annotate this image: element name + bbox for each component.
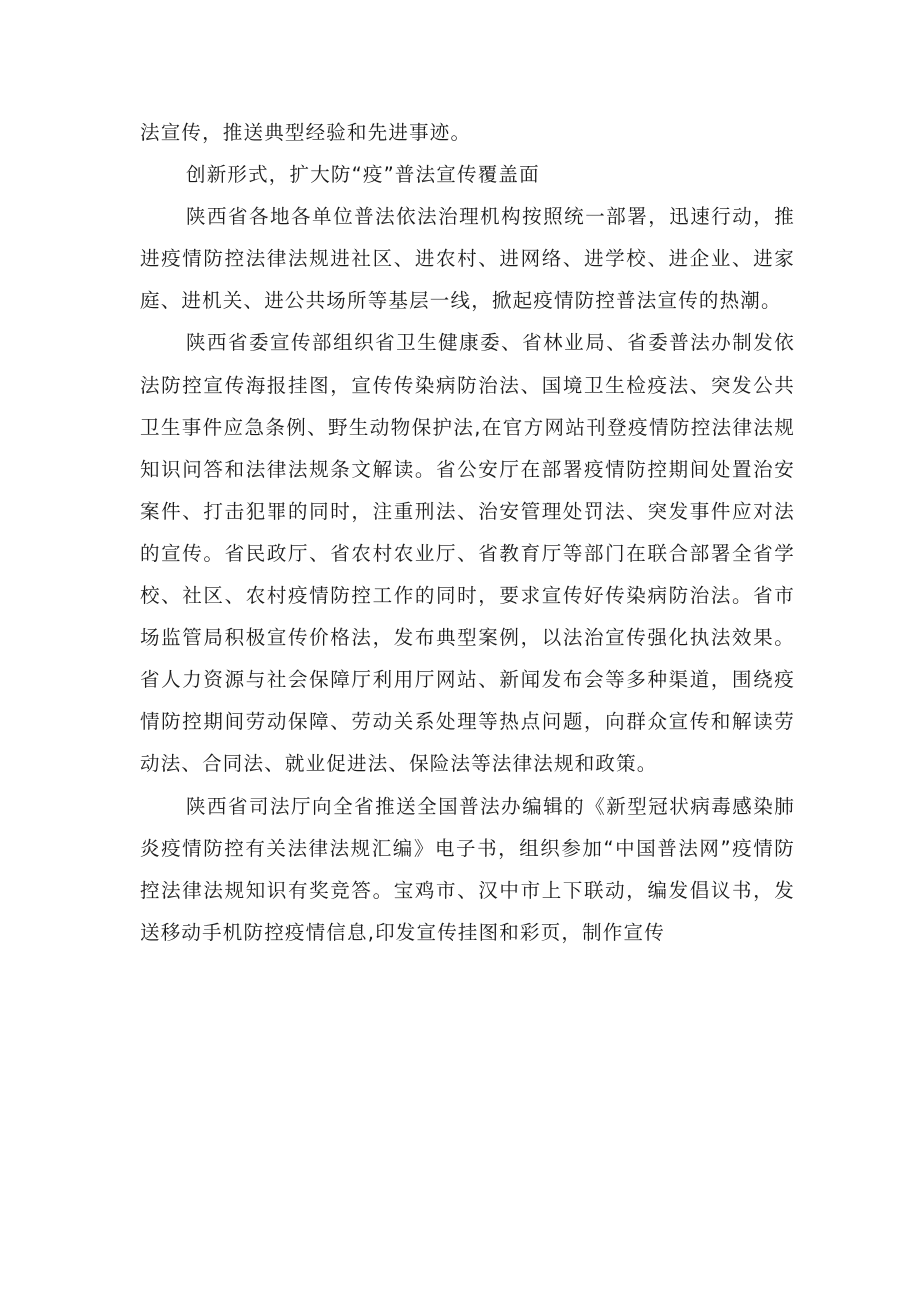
document-body [140,112,795,954]
paragraph: 陕西省委宣传部组织省卫生健康委、省林业局、省委普法办制发依法防控宣传海报挂图，宣传传染病防治法、国境卫生检疫法、突发公共卫生事件应急条例、野生动物保护法,在官方网站刊登疫情防控法律法规知识问答和法律法规条文解读。省公安厅在部署疫情防控期间处置治安案件、打击犯罪的同时，注重刑法、治安管理处罚法、突发事件应对法的宣传。省民政厅、省农村农业厅、省教育厅等部门在联合部署全省学校、社区、农村疫情防控工作的同时，要求宣传好传染病防治法。省市场监管局积极宣传价格法，发布典型案例，以法治宣传强化执法效果。省人力资源与社会保障厅利用厅网站、新闻发布会等多种渠道，围绕疫情防控期间劳动保障、劳动关系处理等热点问题，向群众宣传和解读劳动法、合同法、就业促进法、保险法等法律法规和政策。 [140,331,795,776]
paragraph-continuation: 法宣传，推送典型经验和先进事迹。 [140,121,472,144]
paragraph: 陕西省司法厅向全省推送全国普法办编辑的《新型冠状病毒感染肺炎疫情防控有关法律法规汇编》电子书，组织参加“中国普法网”疫情防控法律法规知识有奖竞答。宝鸡市、汉中市上下联动，编发倡议书，发送移动手机防控疫情信息,印发宣传挂图和彩页，制作宣传 [140,794,795,944]
section-heading: 创新形式，扩大防“疫”普法宣传覆盖面 [186,163,540,187]
paragraph: 陕西省各地各单位普法依法治理机构按照统一部署，迅速行动，推进疫情防控法律法规进社区、进农村、进网络、进学校、进企业、进家庭、进机关、进公共场所等基层一线，掀起疫情防控普法宣传的热潮。 [140,205,795,313]
